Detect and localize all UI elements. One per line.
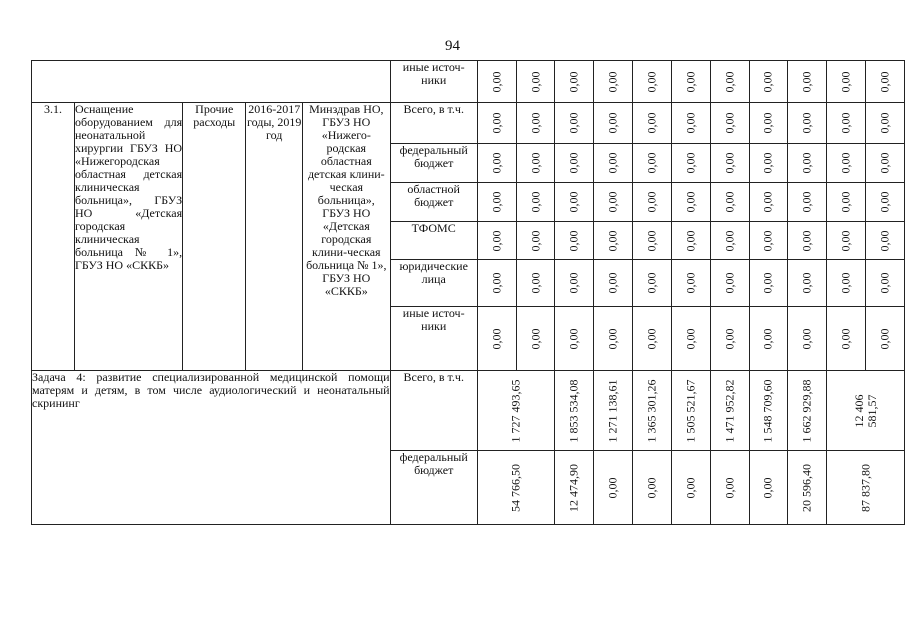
value-text: 0,00	[838, 328, 853, 349]
value-text: 0,00	[528, 191, 543, 213]
value-cell	[477, 307, 516, 371]
value-cell	[671, 144, 710, 183]
value-text: 1 727 493,65	[508, 379, 523, 442]
value-text: 0,00	[683, 477, 698, 498]
value-cell	[516, 103, 555, 144]
page-number: 94	[445, 38, 460, 54]
value-text: 0,00	[683, 191, 698, 213]
value-text: 0,00	[528, 272, 543, 294]
value-cell	[827, 222, 866, 260]
value-cell	[788, 260, 827, 307]
value-cell	[710, 61, 749, 103]
value-cell	[788, 371, 827, 451]
value-cell	[594, 144, 633, 183]
value-text: 0,00	[877, 152, 892, 174]
value-text: 0,00	[605, 328, 620, 349]
value-text: 0,00	[799, 112, 814, 134]
funding-source-cell	[390, 222, 477, 260]
value-text: 0,00	[799, 71, 814, 92]
value-text: 0,00	[722, 191, 737, 213]
value-cell	[477, 103, 516, 144]
value-text: 0,00	[489, 191, 504, 213]
value-cell	[477, 144, 516, 183]
value-text: 1 505 521,67	[683, 379, 698, 442]
period: 2016-2017 годы, 2019 год	[246, 103, 303, 371]
value-cell	[865, 260, 904, 307]
value-text: 0,00	[566, 71, 581, 92]
value-cell	[671, 307, 710, 371]
value-cell	[633, 222, 672, 260]
value-text: 0,00	[760, 230, 775, 251]
budget-table	[31, 60, 905, 525]
value-text: 0,00	[877, 112, 892, 134]
blank-cell	[32, 61, 391, 103]
value-cell	[477, 260, 516, 307]
value-cell	[555, 260, 594, 307]
value-cell	[633, 451, 672, 525]
value-text: 87 837,80	[858, 463, 873, 512]
value-text: 0,00	[489, 272, 504, 294]
funding-source-label: федеральный бюджет	[399, 143, 468, 170]
value-text: 0,00	[528, 112, 543, 134]
value-cell	[594, 61, 633, 103]
value-text: 0,00	[838, 230, 853, 251]
value-text: 0,00	[760, 191, 775, 213]
value-cell	[827, 451, 905, 525]
value-text: 0,00	[760, 328, 775, 349]
value-cell	[749, 260, 788, 307]
value-cell	[749, 371, 788, 451]
value-cell	[516, 260, 555, 307]
value-text: 1 471 952,82	[722, 379, 737, 442]
funding-source-cell	[390, 260, 477, 307]
funding-source-label: иные источ-ники	[402, 60, 465, 87]
value-cell	[865, 103, 904, 144]
value-text: 0,00	[528, 230, 543, 251]
value-cell	[516, 307, 555, 371]
value-cell	[594, 260, 633, 307]
value-cell	[633, 307, 672, 371]
value-text: 0,00	[683, 112, 698, 134]
value-text: 0,00	[722, 152, 737, 174]
value-text: 0,00	[722, 272, 737, 294]
value-text: 12 406 581,57	[851, 394, 879, 427]
value-cell	[749, 61, 788, 103]
value-text: 0,00	[528, 328, 543, 349]
funding-source-cell	[390, 183, 477, 222]
value-cell	[749, 183, 788, 222]
value-cell	[827, 61, 866, 103]
value-cell	[827, 307, 866, 371]
value-text: 0,00	[605, 152, 620, 174]
value-text: 0,00	[605, 477, 620, 498]
value-cell	[633, 183, 672, 222]
value-text: 0,00	[489, 71, 504, 92]
value-cell	[827, 144, 866, 183]
value-cell	[516, 144, 555, 183]
value-cell	[477, 451, 555, 525]
value-cell	[594, 307, 633, 371]
value-cell	[594, 183, 633, 222]
value-text: 0,00	[528, 152, 543, 174]
value-cell	[477, 371, 555, 451]
value-cell	[827, 103, 866, 144]
value-text: 0,00	[683, 328, 698, 349]
value-cell	[594, 103, 633, 144]
funding-source-label: Всего, в т.ч.	[403, 370, 464, 384]
value-cell	[555, 183, 594, 222]
value-text: 0,00	[566, 112, 581, 134]
value-cell	[710, 183, 749, 222]
funding-source-cell	[390, 61, 477, 103]
value-text: 0,00	[605, 71, 620, 92]
value-text: 0,00	[644, 152, 659, 174]
value-text: 0,00	[605, 272, 620, 294]
funding-source-cell	[390, 371, 477, 451]
table-row	[32, 61, 905, 103]
value-text: 0,00	[683, 230, 698, 251]
value-text: 12 474,90	[566, 463, 581, 512]
value-text: 1 365 301,26	[644, 379, 659, 442]
cost-type: Прочие расходы	[183, 103, 246, 371]
value-text: 0,00	[489, 230, 504, 251]
value-text: 0,00	[566, 152, 581, 174]
measure-name: Оснащение оборудованием для неонатальной хирургии ГБУЗ НО «Нижегородская областная детская клиническая больница», ГБУЗ НО «Детская городская клиническая больница № 1», ГБУЗ НО «СККБ»	[74, 103, 182, 371]
value-text: 1 853 534,08	[566, 379, 581, 442]
measure-number: 3.1.	[32, 103, 75, 371]
value-text: 0,00	[838, 152, 853, 174]
value-cell	[788, 61, 827, 103]
value-text: 1 548 709,60	[760, 379, 775, 442]
value-text: 0,00	[722, 230, 737, 251]
value-cell	[671, 183, 710, 222]
value-text: 0,00	[877, 230, 892, 251]
value-cell	[555, 307, 594, 371]
value-cell	[594, 451, 633, 525]
value-cell	[788, 222, 827, 260]
funding-source-label: юридические лица	[399, 259, 468, 286]
value-text: 0,00	[644, 272, 659, 294]
value-text: 0,00	[644, 112, 659, 134]
funding-source-label: ТФОМС	[411, 221, 456, 235]
value-cell	[710, 103, 749, 144]
value-text: 0,00	[760, 477, 775, 498]
funding-source-label: Всего, в т.ч.	[403, 102, 464, 116]
funding-source-label: федеральный бюджет	[399, 450, 468, 477]
value-text: 0,00	[760, 112, 775, 134]
value-cell	[594, 222, 633, 260]
value-cell	[671, 451, 710, 525]
value-text: 0,00	[838, 191, 853, 213]
value-cell	[516, 61, 555, 103]
value-cell	[710, 260, 749, 307]
value-cell	[749, 307, 788, 371]
value-text: 0,00	[489, 112, 504, 134]
value-text: 0,00	[605, 191, 620, 213]
value-cell	[555, 451, 594, 525]
value-text: 0,00	[489, 152, 504, 174]
value-cell	[671, 371, 710, 451]
value-cell	[865, 307, 904, 371]
table-row	[32, 371, 905, 451]
value-cell	[555, 371, 594, 451]
funding-source-cell	[390, 103, 477, 144]
value-cell	[516, 222, 555, 260]
funding-source-cell	[390, 144, 477, 183]
value-text: 54 766,50	[508, 463, 523, 512]
value-text: 0,00	[838, 112, 853, 134]
value-cell	[555, 61, 594, 103]
value-cell	[671, 260, 710, 307]
value-cell	[865, 222, 904, 260]
funding-source-label: иные источ-ники	[402, 306, 465, 333]
value-cell	[555, 103, 594, 144]
value-cell	[749, 103, 788, 144]
value-cell	[827, 260, 866, 307]
task-title: Задача 4: развитие специализированной медицинской помощи матерям и детям, в том числе аудиологический и неонатальный скрининг	[32, 371, 391, 525]
value-cell	[788, 451, 827, 525]
value-text: 0,00	[722, 477, 737, 498]
value-text: 1 271 138,61	[605, 379, 620, 442]
value-cell	[633, 144, 672, 183]
value-cell	[788, 144, 827, 183]
value-cell	[555, 144, 594, 183]
value-cell	[827, 371, 905, 451]
value-text: 0,00	[683, 71, 698, 92]
value-text: 20 596,40	[799, 463, 814, 512]
funding-source-cell	[390, 307, 477, 371]
value-cell	[788, 183, 827, 222]
value-text: 0,00	[683, 152, 698, 174]
value-cell	[555, 222, 594, 260]
value-text: 0,00	[605, 112, 620, 134]
value-text: 0,00	[566, 230, 581, 251]
value-text: 0,00	[566, 272, 581, 294]
value-text: 0,00	[644, 477, 659, 498]
value-text: 0,00	[838, 71, 853, 92]
value-cell	[749, 222, 788, 260]
value-text: 0,00	[644, 230, 659, 251]
value-cell	[788, 307, 827, 371]
value-cell	[477, 222, 516, 260]
funding-source-cell	[390, 451, 477, 525]
value-text: 0,00	[644, 328, 659, 349]
value-text: 0,00	[605, 230, 620, 251]
value-cell	[633, 103, 672, 144]
value-text: 0,00	[566, 328, 581, 349]
executor: Минздрав НО, ГБУЗ НО «Нижего-родская областная детская клини-ческая больница», ГБУЗ НО «Детская городская клини-ческая больница № 1», ГБУЗ НО «СККБ»	[303, 103, 391, 371]
value-cell	[788, 103, 827, 144]
value-text: 0,00	[489, 328, 504, 349]
value-cell	[633, 260, 672, 307]
value-cell	[710, 144, 749, 183]
value-cell	[477, 183, 516, 222]
value-text: 0,00	[799, 328, 814, 349]
value-cell	[477, 61, 516, 103]
value-text: 0,00	[877, 328, 892, 349]
value-cell	[671, 222, 710, 260]
value-text: 0,00	[760, 71, 775, 92]
table-row	[32, 103, 905, 144]
value-text: 0,00	[722, 71, 737, 92]
value-text: 0,00	[722, 328, 737, 349]
value-text: 0,00	[760, 272, 775, 294]
value-cell	[865, 61, 904, 103]
value-cell	[710, 451, 749, 525]
value-cell	[671, 61, 710, 103]
value-text: 0,00	[566, 191, 581, 213]
value-cell	[749, 144, 788, 183]
value-cell	[516, 183, 555, 222]
value-cell	[710, 371, 749, 451]
value-cell	[671, 103, 710, 144]
value-text: 0,00	[683, 272, 698, 294]
value-cell	[865, 144, 904, 183]
value-text: 0,00	[838, 272, 853, 294]
value-cell	[865, 183, 904, 222]
value-cell	[827, 183, 866, 222]
value-text: 0,00	[644, 191, 659, 213]
value-text: 0,00	[799, 230, 814, 251]
value-cell	[594, 371, 633, 451]
value-cell	[749, 451, 788, 525]
value-text: 0,00	[877, 71, 892, 92]
value-cell	[633, 61, 672, 103]
value-cell	[710, 222, 749, 260]
value-text: 0,00	[722, 112, 737, 134]
value-text: 0,00	[799, 191, 814, 213]
value-text: 0,00	[877, 272, 892, 294]
value-text: 0,00	[799, 272, 814, 294]
value-text: 1 662 929,88	[799, 379, 814, 442]
value-cell	[710, 307, 749, 371]
funding-source-label: областной бюджет	[407, 182, 460, 209]
value-text: 0,00	[528, 71, 543, 92]
value-cell	[633, 371, 672, 451]
value-text: 0,00	[644, 71, 659, 92]
value-text: 0,00	[760, 152, 775, 174]
value-text: 0,00	[799, 152, 814, 174]
value-text: 0,00	[877, 191, 892, 213]
